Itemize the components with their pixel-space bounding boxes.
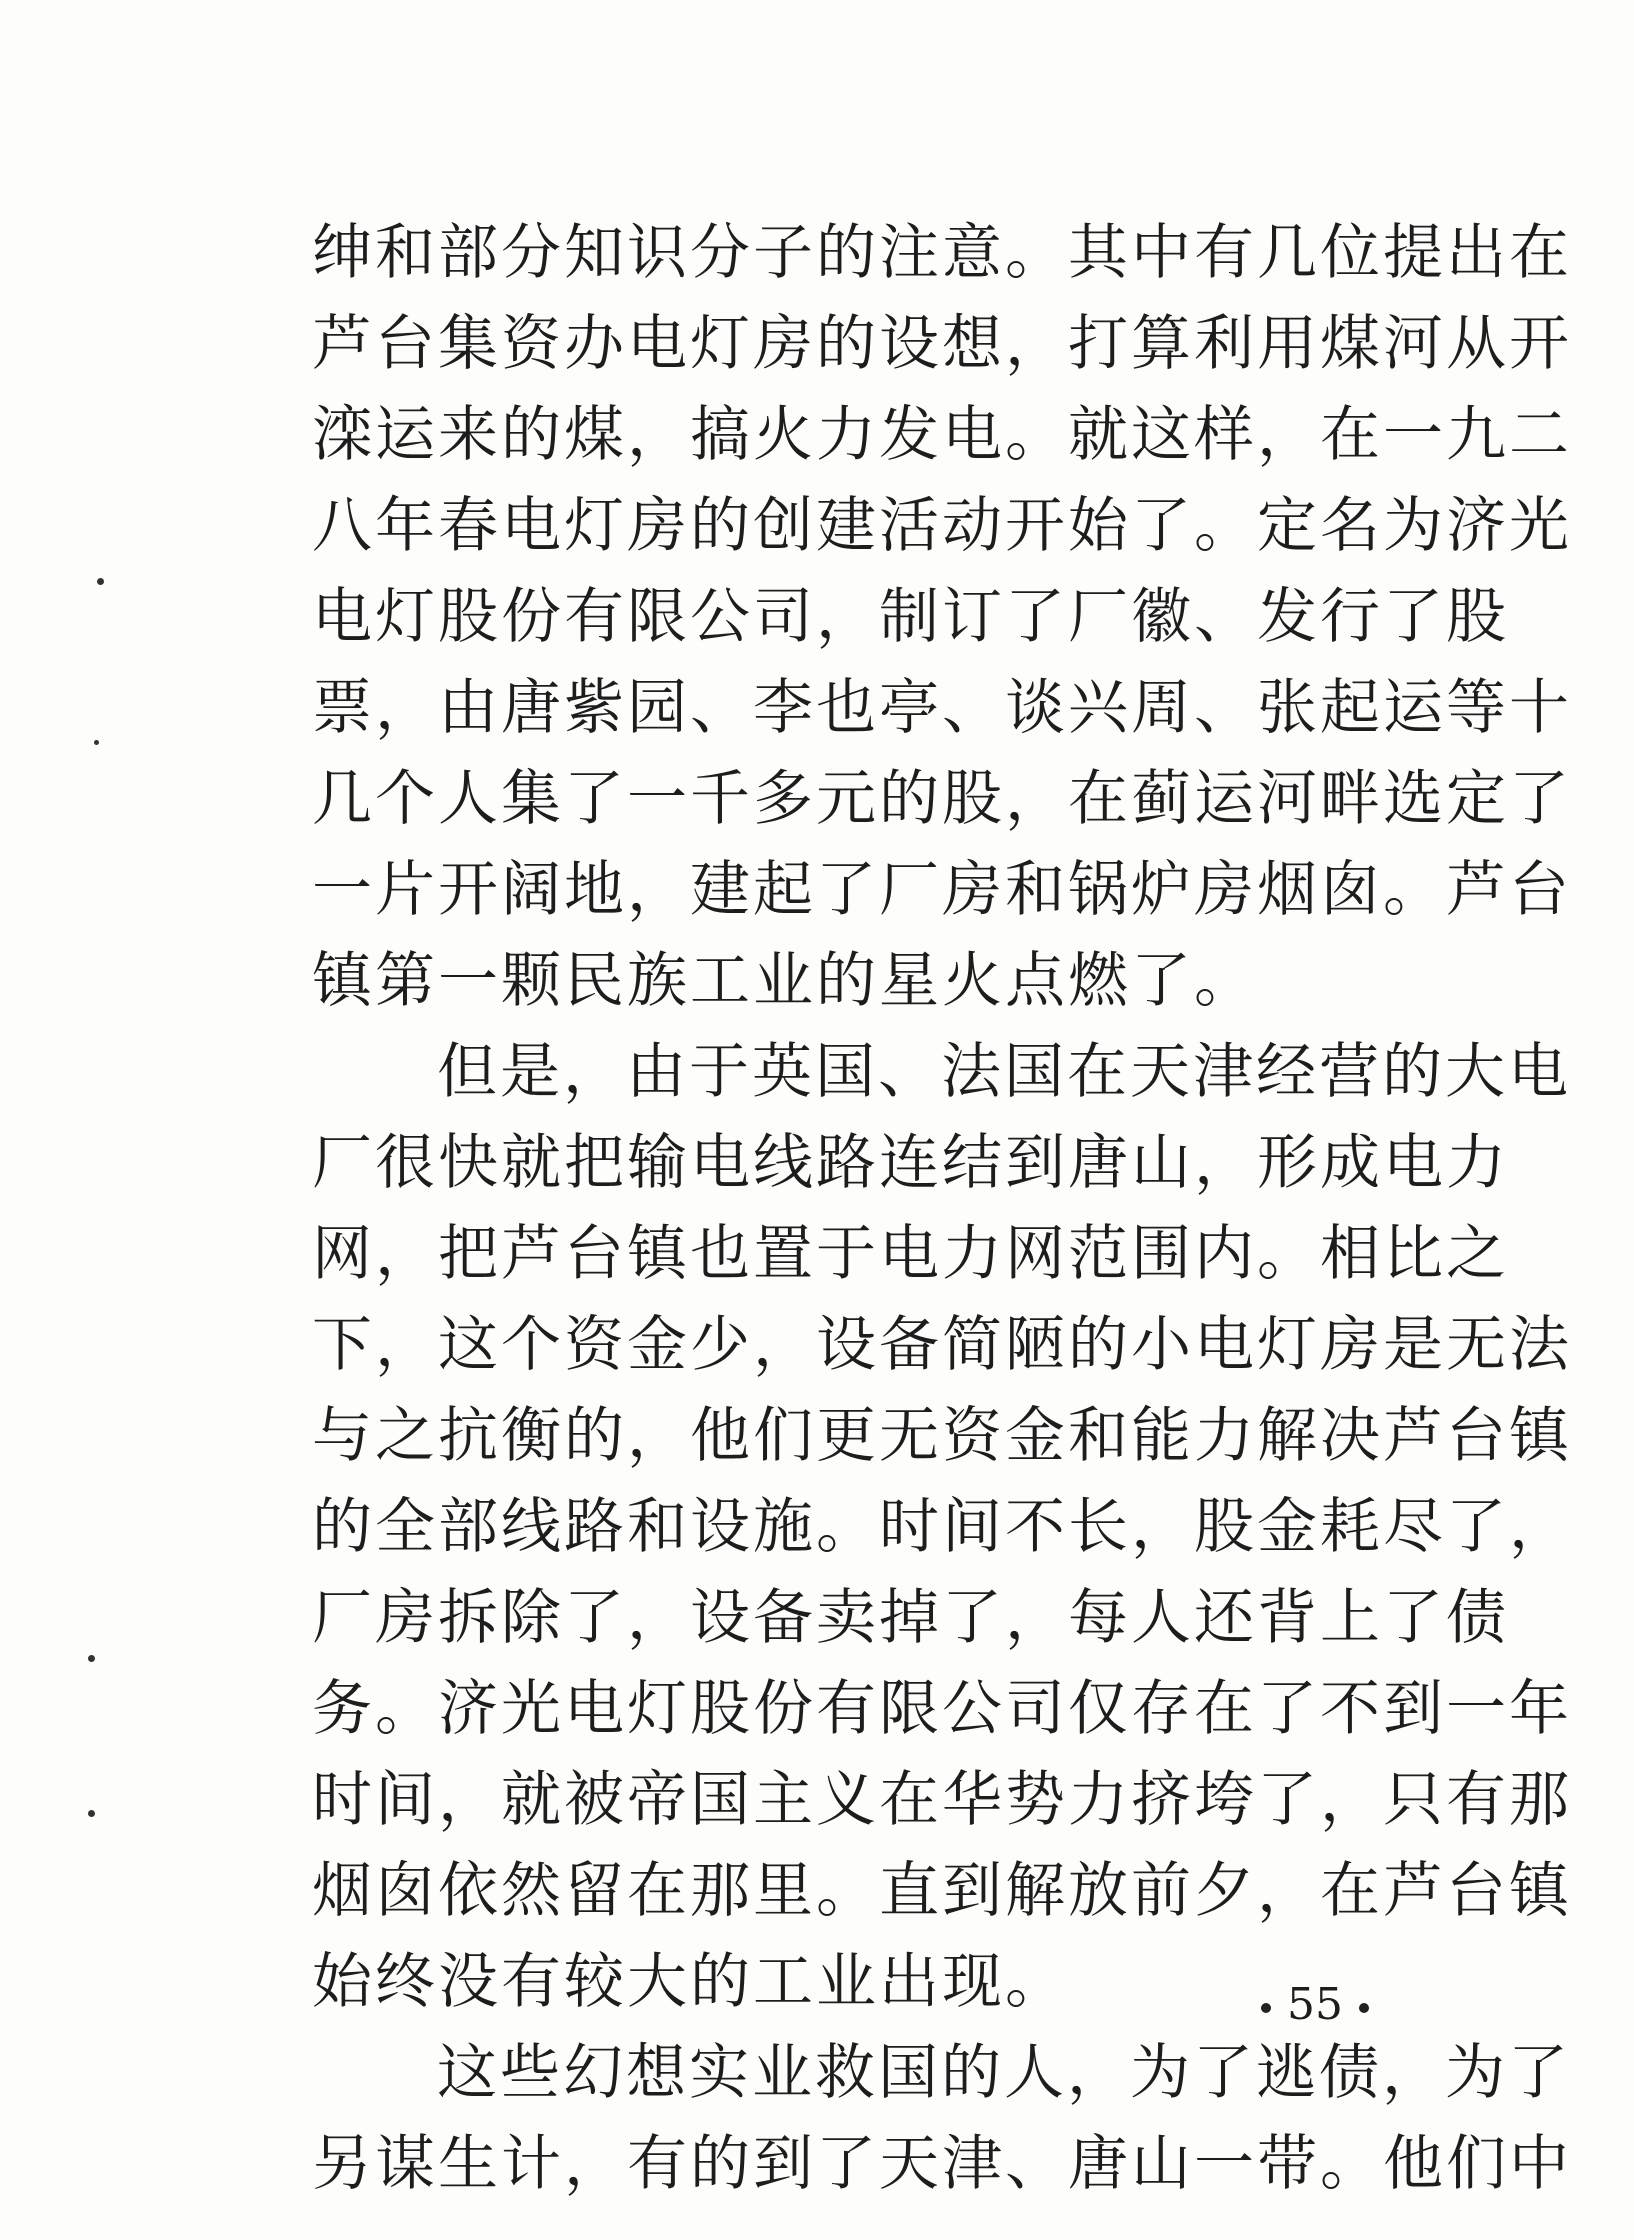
text-line: 下，这个资金少，设备简陋的小电灯房是无法: [312, 1310, 1572, 1380]
text-line: 务。济光电灯股份有限公司仅存在了不到一年: [312, 1674, 1572, 1744]
paragraph-1: [312, 208, 1572, 1027]
scan-speck: [88, 1810, 95, 1817]
text-line: 但是，由于英国、法国在天津经营的大电: [437, 1037, 1571, 1107]
text-line: 厂很快就把输电线路连结到唐山，形成电力: [312, 1128, 1509, 1198]
text-line: 芦台集资办电灯房的设想，打算利用煤河从开: [312, 309, 1572, 379]
text-line: 绅和部分知识分子的注意。其中有几位提出在: [312, 218, 1572, 288]
text-line: 另谋生计，有的到了天津、唐山一带。他们中: [312, 2129, 1572, 2199]
text-line: 烟囱依然留在那里。直到解放前夕，在芦台镇: [312, 1856, 1572, 1926]
text-line: 票，由唐紫园、李也亭、谈兴周、张起运等十: [312, 673, 1572, 743]
text-line: 镇第一颗民族工业的星火点燃了。: [312, 946, 1257, 1016]
page-number-value: 55: [1287, 1979, 1343, 2030]
text-line: 的全部线路和设施。时间不长，股金耗尽了，: [312, 1492, 1572, 1562]
paragraph-3: [312, 2028, 1572, 2210]
scan-speck: [94, 740, 99, 745]
text-line: 几个人集了一千多元的股，在蓟运河畔选定了: [312, 764, 1572, 834]
scan-speck: [97, 578, 104, 585]
text-line: 始终没有较大的工业出现。: [312, 1947, 1068, 2017]
page-number-dot-right: [1359, 2003, 1369, 2013]
text-line: 这些幻想实业救国的人，为了逃债，为了: [437, 2038, 1571, 2108]
text-line: 厂房拆除了，设备卖掉了，每人还背上了债: [312, 1583, 1509, 1653]
scan-speck: [88, 1655, 95, 1662]
text-line: 滦运来的煤，搞火力发电。就这样，在一九二: [312, 400, 1572, 470]
text-line: 与之抗衡的，他们更无资金和能力解决芦台镇: [312, 1401, 1572, 1471]
text-line: 一片开阔地，建起了厂房和锅炉房烟囱。芦台: [312, 855, 1572, 925]
text-line: 电灯股份有限公司，制订了厂徽、发行了股: [312, 582, 1509, 652]
body-text: [312, 208, 1572, 2210]
text-line: 时间，就被帝国主义在华势力挤垮了，只有那: [312, 1765, 1572, 1835]
paragraph-2: [312, 1027, 1572, 2028]
text-line: 八年春电灯房的创建活动开始了。定名为济光: [312, 491, 1572, 561]
page-number: [1245, 1975, 1385, 2035]
text-line: 网，把芦台镇也置于电力网范围内。相比之: [312, 1219, 1509, 1289]
page-number-dot-left: [1261, 2003, 1271, 2013]
